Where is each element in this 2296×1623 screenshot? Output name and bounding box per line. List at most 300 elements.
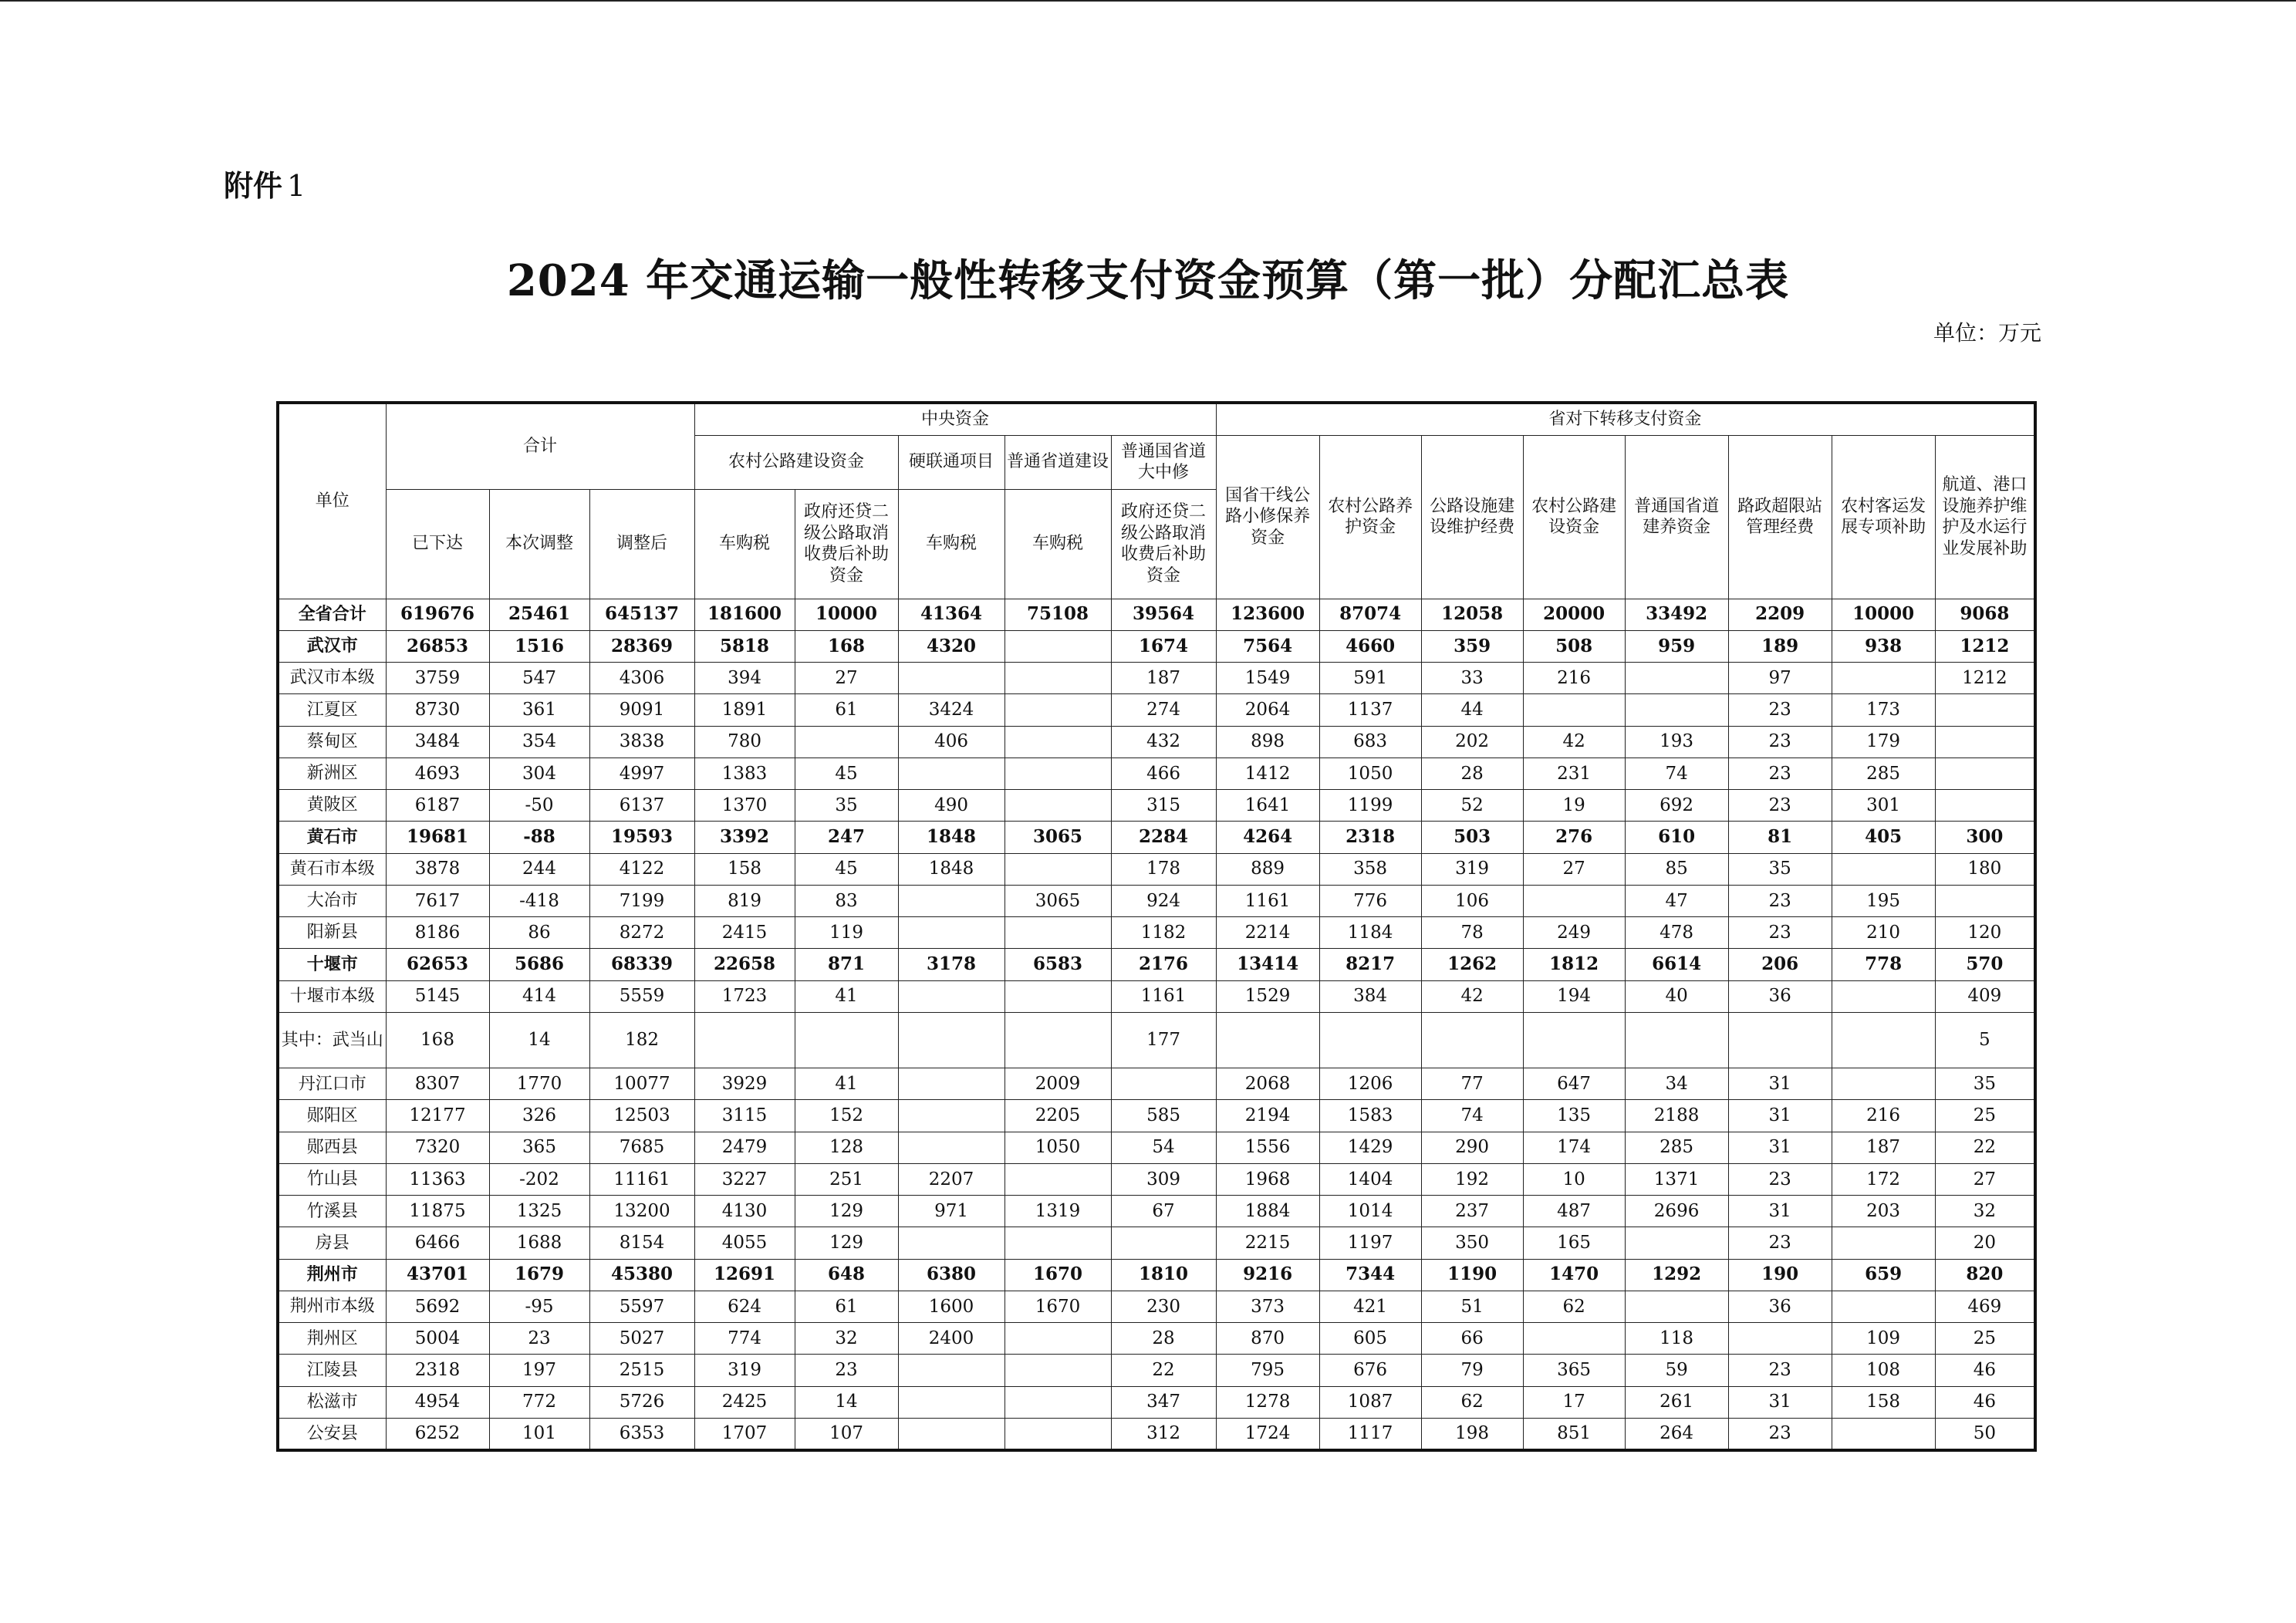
table-cell: 1161 [1216, 885, 1319, 916]
table-cell: 59 [1625, 1355, 1728, 1386]
table-cell: 2318 [1319, 822, 1421, 853]
table-cell: 13414 [1216, 949, 1319, 980]
table-cell: 2284 [1111, 822, 1216, 853]
table-cell: 97 [1728, 663, 1832, 694]
table-cell: 959 [1625, 630, 1728, 662]
table-cell: 285 [1625, 1132, 1728, 1163]
table-cell: 45 [795, 853, 898, 885]
table-cell: 81 [1728, 822, 1832, 853]
table-cell: 1383 [694, 758, 795, 789]
table-cell: 23 [1728, 917, 1832, 949]
table-cell: 106 [1421, 885, 1523, 916]
header-provincial-group: 省对下转移支付资金 [1216, 403, 2035, 435]
table-cell [898, 1100, 1004, 1132]
header-adjusted: 调整后 [589, 489, 694, 599]
unit-name-cell: 黄石市 [278, 822, 386, 853]
table-cell [1004, 630, 1111, 662]
table-cell: 10000 [795, 599, 898, 630]
table-cell: 31 [1728, 1386, 1832, 1418]
table-cell: 871 [795, 949, 898, 980]
table-cell [1523, 694, 1625, 726]
table-cell: 23 [1728, 1227, 1832, 1259]
table-cell [1935, 726, 2035, 758]
table-cell: 1412 [1216, 758, 1319, 789]
table-cell: 251 [795, 1163, 898, 1195]
table-cell: 190 [1728, 1259, 1832, 1291]
unit-name-cell: 其中：武当山 [278, 1012, 386, 1068]
table-cell: 61 [795, 694, 898, 726]
table-cell: 5686 [489, 949, 589, 980]
table-cell: 6614 [1625, 949, 1728, 980]
table-cell: 177 [1111, 1012, 1216, 1068]
table-cell: 4660 [1319, 630, 1421, 662]
table-cell: 9091 [589, 694, 694, 726]
table-cell: 924 [1111, 885, 1216, 916]
table-cell: 68339 [589, 949, 694, 980]
table-cell: 42 [1421, 980, 1523, 1012]
table-cell [898, 663, 1004, 694]
table-cell: 20000 [1523, 599, 1625, 630]
table-cell: 610 [1625, 822, 1728, 853]
table-cell: 2214 [1216, 917, 1319, 949]
table-cell [1832, 853, 1935, 885]
table-cell: 36 [1728, 980, 1832, 1012]
table-row [278, 853, 2035, 885]
table-cell: 168 [795, 630, 898, 662]
table-cell [1004, 694, 1111, 726]
table-cell: 22 [1935, 1132, 2035, 1163]
table-cell: 192 [1421, 1163, 1523, 1195]
table-cell: 182 [589, 1012, 694, 1068]
unit-name-cell: 荆州市本级 [278, 1291, 386, 1322]
table-cell [1004, 1323, 1111, 1355]
page-title: 2024 年交通运输一般性转移支付资金预算（第一批）分配汇总表 [506, 255, 1790, 306]
table-cell: 326 [489, 1100, 589, 1132]
table-cell: 2696 [1625, 1196, 1728, 1227]
table-cell: 83 [795, 885, 898, 916]
table-cell: 1848 [898, 822, 1004, 853]
table-cell: 1212 [1935, 663, 2035, 694]
table-cell [1832, 663, 1935, 694]
table-cell: 10077 [589, 1068, 694, 1100]
table-cell: 466 [1111, 758, 1216, 789]
table-cell: 1262 [1421, 949, 1523, 980]
table-cell: 180 [1935, 853, 2035, 885]
table-cell: 8307 [386, 1068, 489, 1100]
table-cell: 178 [1111, 853, 1216, 885]
header-purchase-tax-2: 车购税 [898, 489, 1004, 599]
unit-name-cell: 全省合计 [278, 599, 386, 630]
table-cell: 6137 [589, 790, 694, 822]
table-cell [1935, 885, 2035, 916]
table-cell: 2479 [694, 1132, 795, 1163]
table-cell: 189 [1728, 630, 1832, 662]
table-cell [1832, 1068, 1935, 1100]
table-cell: 6583 [1004, 949, 1111, 980]
table-group-row [278, 949, 2035, 980]
table-cell: 1810 [1111, 1259, 1216, 1291]
table-cell: 26853 [386, 630, 489, 662]
table-cell: 1199 [1319, 790, 1421, 822]
table-cell: 230 [1111, 1291, 1216, 1322]
table-cell: 33492 [1625, 599, 1728, 630]
table-cell: 39564 [1111, 599, 1216, 630]
table-cell: 3065 [1004, 822, 1111, 853]
table-row [278, 1163, 2035, 1195]
table-row [278, 790, 2035, 822]
table-cell: 359 [1421, 630, 1523, 662]
table-cell: 20 [1935, 1227, 2035, 1259]
table-cell [1004, 1355, 1111, 1386]
table-cell: 5597 [589, 1291, 694, 1322]
table-cell: 193 [1625, 726, 1728, 758]
table-cell: 12058 [1421, 599, 1523, 630]
table-cell [1004, 1227, 1111, 1259]
table-cell [1004, 726, 1111, 758]
header-gov-repay-1: 政府还贷二级公路取消收费后补助资金 [795, 489, 898, 599]
table-row [278, 1386, 2035, 1418]
table-cell: 74 [1421, 1100, 1523, 1132]
table-cell: 7320 [386, 1132, 489, 1163]
table-cell: 971 [898, 1196, 1004, 1227]
table-cell: 4693 [386, 758, 489, 789]
table-cell: 77 [1421, 1068, 1523, 1100]
table-cell: 4264 [1216, 822, 1319, 853]
table-cell: 23 [1728, 694, 1832, 726]
table-cell: 5004 [386, 1323, 489, 1355]
unit-name-cell: 武汉市 [278, 630, 386, 662]
table-cell [898, 1355, 1004, 1386]
unit-name-cell: 荆州市 [278, 1259, 386, 1291]
table-cell: 23 [1728, 726, 1832, 758]
table-cell [1935, 758, 2035, 789]
table-cell [1004, 1163, 1111, 1195]
table-cell: 244 [489, 853, 589, 885]
table-cell: 120 [1935, 917, 2035, 949]
unit-name-cell: 黄石市本级 [278, 853, 386, 885]
table-cell: 4122 [589, 853, 694, 885]
table-cell: 373 [1216, 1291, 1319, 1322]
table-cell [694, 1012, 795, 1068]
header-rural-build-prov: 农村公路建设资金 [1523, 435, 1625, 599]
table-cell: 780 [694, 726, 795, 758]
table-cell: 10000 [1832, 599, 1935, 630]
table-cell: 1670 [1004, 1291, 1111, 1322]
table-cell: 2207 [898, 1163, 1004, 1195]
table-cell: 35 [1728, 853, 1832, 885]
table-cell: 8186 [386, 917, 489, 949]
table-row [278, 663, 2035, 694]
table-cell: 23 [1728, 885, 1832, 916]
table-cell: 676 [1319, 1355, 1421, 1386]
table-cell: 605 [1319, 1323, 1421, 1355]
header-ordinary-national-road-repair: 普通国省道大中修 [1111, 435, 1216, 489]
table-cell: 45 [795, 758, 898, 789]
table-cell: 2209 [1728, 599, 1832, 630]
table-cell: 11875 [386, 1196, 489, 1227]
header-issued: 已下达 [386, 489, 489, 599]
table-cell: 216 [1832, 1100, 1935, 1132]
table-cell: 3484 [386, 726, 489, 758]
table-total-row [278, 599, 2035, 630]
annex-label-text: 附件 [224, 169, 283, 203]
header-adjust: 本次调整 [489, 489, 589, 599]
table-cell: 35 [1935, 1068, 2035, 1100]
table-cell: 23 [1728, 790, 1832, 822]
table-cell [1004, 917, 1111, 949]
table-cell: 394 [694, 663, 795, 694]
table-cell: 319 [1421, 853, 1523, 885]
table-cell: 1848 [898, 853, 1004, 885]
table-cell: 1812 [1523, 949, 1625, 980]
table-cell: 5145 [386, 980, 489, 1012]
table-cell: 508 [1523, 630, 1625, 662]
table-cell: 119 [795, 917, 898, 949]
table-cell: 1319 [1004, 1196, 1111, 1227]
unit-name-cell: 新洲区 [278, 758, 386, 789]
annex-label [224, 162, 306, 204]
table-cell: 772 [489, 1386, 589, 1418]
table-cell [1111, 1227, 1216, 1259]
table-cell [1004, 1386, 1111, 1418]
table-cell: 421 [1319, 1291, 1421, 1322]
table-cell: 31 [1728, 1100, 1832, 1132]
table-cell: -95 [489, 1291, 589, 1322]
table-cell: 36 [1728, 1291, 1832, 1322]
table-cell: -50 [489, 790, 589, 822]
table-cell: 41364 [898, 599, 1004, 630]
table-cell: 8154 [589, 1227, 694, 1259]
table-cell: 9216 [1216, 1259, 1319, 1291]
table-cell: 3424 [898, 694, 1004, 726]
table-cell [795, 726, 898, 758]
table-cell: 12503 [589, 1100, 694, 1132]
table-cell: 659 [1832, 1259, 1935, 1291]
table-cell: 187 [1832, 1132, 1935, 1163]
table-cell: 3178 [898, 949, 1004, 980]
table-cell: 129 [795, 1227, 898, 1259]
table-cell: 591 [1319, 663, 1421, 694]
table-cell: 5027 [589, 1323, 694, 1355]
table-cell: 168 [386, 1012, 489, 1068]
table-cell: 1278 [1216, 1386, 1319, 1418]
header-facility-maint: 公路设施建设维护经费 [1421, 435, 1523, 599]
table-cell: 2194 [1216, 1100, 1319, 1132]
table-cell: 47 [1625, 885, 1728, 916]
table-cell: 187 [1111, 663, 1216, 694]
unit-name-cell: 郧西县 [278, 1132, 386, 1163]
table-cell: 23 [795, 1355, 898, 1386]
table-cell: 795 [1216, 1355, 1319, 1386]
table-cell: 23 [1728, 1163, 1832, 1195]
table-cell: 7617 [386, 885, 489, 916]
table-cell [1421, 1012, 1523, 1068]
table-cell: 648 [795, 1259, 898, 1291]
table-cell: 62 [1421, 1386, 1523, 1418]
table-cell: 43701 [386, 1259, 489, 1291]
header-waterway: 航道、港口设施养护维护及水运行业发展补助 [1935, 435, 2035, 599]
table-cell: 354 [489, 726, 589, 758]
table-cell: 1707 [694, 1418, 795, 1450]
table-cell: 358 [1319, 853, 1421, 885]
table-cell: 23 [489, 1323, 589, 1355]
table-cell: 301 [1832, 790, 1935, 822]
table-cell: 290 [1421, 1132, 1523, 1163]
table-cell: 405 [1832, 822, 1935, 853]
budget-table [276, 401, 2037, 1452]
table-cell: 304 [489, 758, 589, 789]
table-cell: 42 [1523, 726, 1625, 758]
unit-name-cell: 公安县 [278, 1418, 386, 1450]
table-cell: 28 [1111, 1323, 1216, 1355]
table-cell: 1670 [1004, 1259, 1111, 1291]
table-cell: 67 [1111, 1196, 1216, 1227]
table-cell: 6252 [386, 1418, 489, 1450]
table-cell: 12177 [386, 1100, 489, 1132]
table-row [278, 1132, 2035, 1163]
table-cell: 216 [1523, 663, 1625, 694]
table-group-row [278, 1259, 2035, 1291]
table-cell: 45380 [589, 1259, 694, 1291]
table-cell: 231 [1523, 758, 1625, 789]
table-cell [1523, 1012, 1625, 1068]
table-cell: 5 [1935, 1012, 2035, 1068]
table-cell: 32 [795, 1323, 898, 1355]
table-cell: 135 [1523, 1100, 1625, 1132]
table-cell: 851 [1523, 1418, 1625, 1450]
table-cell: 2188 [1625, 1100, 1728, 1132]
table-cell: 2318 [386, 1355, 489, 1386]
header-minor-repair: 国省干线公路小修保养资金 [1216, 435, 1319, 599]
table-cell: 1014 [1319, 1196, 1421, 1227]
table-cell: 3838 [589, 726, 694, 758]
table-cell: 165 [1523, 1227, 1625, 1259]
table-cell [1004, 1418, 1111, 1450]
table-cell [1832, 1418, 1935, 1450]
table-cell: 647 [1523, 1068, 1625, 1100]
table-cell: 285 [1832, 758, 1935, 789]
unit-note: 单位：万元 [1933, 320, 2041, 346]
table-cell: 78 [1421, 917, 1523, 949]
table-cell: 4306 [589, 663, 694, 694]
table-cell: 1549 [1216, 663, 1319, 694]
header-purchase-tax-3: 车购税 [1004, 489, 1111, 599]
table-cell [1523, 1323, 1625, 1355]
table-cell: 194 [1523, 980, 1625, 1012]
table-cell: 4130 [694, 1196, 795, 1227]
table-cell [1111, 1068, 1216, 1100]
table-cell: 1371 [1625, 1163, 1728, 1195]
header-gov-repay-2: 政府还贷二级公路取消收费后补助资金 [1111, 489, 1216, 599]
table-cell: 547 [489, 663, 589, 694]
table-cell: 46 [1935, 1355, 2035, 1386]
table-cell: 3878 [386, 853, 489, 885]
table-cell: 1600 [898, 1291, 1004, 1322]
table-cell: 62 [1523, 1291, 1625, 1322]
table-cell: 1197 [1319, 1227, 1421, 1259]
table-cell: 203 [1832, 1196, 1935, 1227]
table-cell: 8217 [1319, 949, 1421, 980]
table-cell: 261 [1625, 1386, 1728, 1418]
table-cell [1004, 853, 1111, 885]
table-cell: 108 [1832, 1355, 1935, 1386]
table-cell: 365 [1523, 1355, 1625, 1386]
table-cell: 152 [795, 1100, 898, 1132]
table-cell: 1182 [1111, 917, 1216, 949]
table-cell: 1050 [1319, 758, 1421, 789]
table-cell [1832, 980, 1935, 1012]
table-cell [1004, 980, 1111, 1012]
table-cell: 7564 [1216, 630, 1319, 662]
table-cell: 3392 [694, 822, 795, 853]
table-cell: 2400 [898, 1323, 1004, 1355]
table-cell [898, 1068, 1004, 1100]
table-cell: 28369 [589, 630, 694, 662]
table-cell: 1050 [1004, 1132, 1111, 1163]
table-cell: 247 [795, 822, 898, 853]
table-cell: 27 [795, 663, 898, 694]
table-cell: 3759 [386, 663, 489, 694]
table-cell: 11363 [386, 1163, 489, 1195]
table-cell: 54 [1111, 1132, 1216, 1163]
table-cell: 195 [1832, 885, 1935, 916]
table-cell: 158 [694, 853, 795, 885]
table-cell: 101 [489, 1418, 589, 1450]
table-cell: 1404 [1319, 1163, 1421, 1195]
table-cell: 33 [1421, 663, 1523, 694]
table-cell: 210 [1832, 917, 1935, 949]
table-cell: 249 [1523, 917, 1625, 949]
table-cell: 4320 [898, 630, 1004, 662]
header-ordinary-build-maint: 普通国省道建养资金 [1625, 435, 1728, 599]
table-cell: 1212 [1935, 630, 2035, 662]
table-cell: 19593 [589, 822, 694, 853]
table-cell [898, 1386, 1004, 1418]
table-cell: 365 [489, 1132, 589, 1163]
table-body [278, 599, 2035, 1450]
table-cell: 8272 [589, 917, 694, 949]
table-cell: 414 [489, 980, 589, 1012]
table-row [278, 1012, 2035, 1068]
table-cell: 25 [1935, 1323, 2035, 1355]
table-cell: 25461 [489, 599, 589, 630]
table-cell: 28 [1421, 758, 1523, 789]
table-cell [1935, 694, 2035, 726]
header-unit: 单位 [278, 403, 386, 599]
table-cell: 22658 [694, 949, 795, 980]
header-ordinary-provincial-road: 普通省道建设 [1004, 435, 1111, 489]
unit-name-cell: 丹江口市 [278, 1068, 386, 1100]
table-cell: 1679 [489, 1259, 589, 1291]
table-cell: 5726 [589, 1386, 694, 1418]
table-row [278, 1291, 2035, 1322]
unit-name-cell: 阳新县 [278, 917, 386, 949]
table-cell: 274 [1111, 694, 1216, 726]
table-cell: 11161 [589, 1163, 694, 1195]
table-cell: 619676 [386, 599, 489, 630]
header-hard-road: 硬联通项目 [898, 435, 1004, 489]
table-cell: 1184 [1319, 917, 1421, 949]
table-cell: 819 [694, 885, 795, 916]
table-cell: 2425 [694, 1386, 795, 1418]
table-cell [898, 917, 1004, 949]
table-cell [898, 1227, 1004, 1259]
table-cell: 469 [1935, 1291, 2035, 1322]
table-row [278, 980, 2035, 1012]
table-cell: 889 [1216, 853, 1319, 885]
table-cell: 1556 [1216, 1132, 1319, 1163]
unit-name-cell: 江夏区 [278, 694, 386, 726]
